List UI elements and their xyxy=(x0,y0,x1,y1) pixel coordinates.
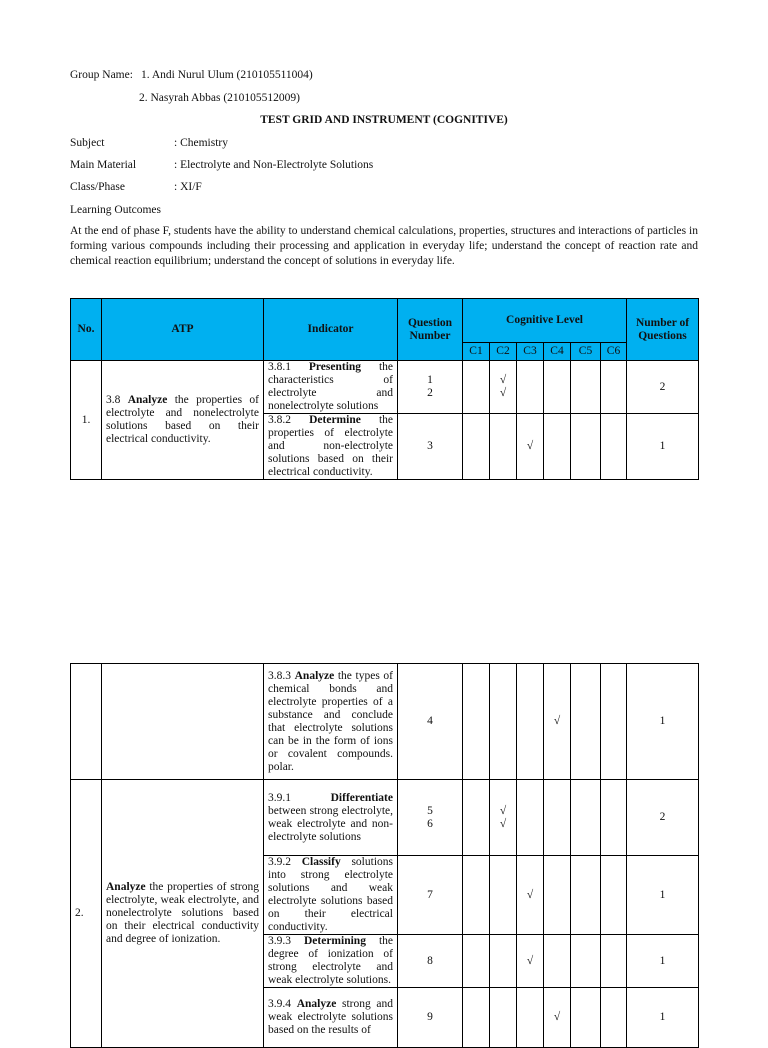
header-c2: C2 xyxy=(490,343,517,361)
question-count-cell: 2 xyxy=(627,361,699,414)
level-c2-cell xyxy=(490,780,517,856)
level-c1-cell xyxy=(463,414,490,480)
question-count-cell: 2 xyxy=(627,780,699,856)
level-c5-cell xyxy=(571,856,601,935)
indicator-cell: 3.9.1 Differentiate between strong electrolyte, weak electrolyte and non-electrolyte solutions xyxy=(264,780,398,856)
group-member-2: 2. Nasyrah Abbas (210105512009) xyxy=(139,92,300,104)
check-mark: √ xyxy=(553,1011,561,1023)
header-question-number: Question Number xyxy=(398,299,463,361)
header-no: No. xyxy=(71,299,102,361)
question-count-cell: 1 xyxy=(627,664,699,780)
level-c3-cell xyxy=(517,856,544,935)
question-number-cell: 9 xyxy=(398,988,463,1048)
table-row xyxy=(71,664,699,780)
level-c1-cell xyxy=(463,664,490,780)
level-c2-cell xyxy=(490,361,517,414)
level-c6-cell xyxy=(601,935,627,988)
level-c2-cell xyxy=(490,935,517,988)
question-number-cell: 5 6 xyxy=(398,780,463,856)
group-member-1: 1. Andi Nurul Ulum (210105511004) xyxy=(141,69,313,81)
level-c5-cell xyxy=(571,988,601,1048)
check-mark: √ xyxy=(499,374,507,386)
level-c4-cell xyxy=(544,361,571,414)
material-value: : Electrolyte and Non-Electrolyte Solutions xyxy=(174,159,374,171)
level-c3-cell xyxy=(517,414,544,480)
indicator-cell: 3.9.4 Analyze strong and weak electrolyte solutions based on the results of xyxy=(264,988,398,1048)
header-number-of-questions: Number of Questions xyxy=(627,299,699,361)
page-title: TEST GRID AND INSTRUMENT (COGNITIVE) xyxy=(260,114,508,126)
question-number-cell: 1 2 xyxy=(398,361,463,414)
test-grid-table-part2 xyxy=(70,663,699,1048)
atp-cell: 3.8 Analyze the properties of electrolyte and nonelectrolyte solutions based on their electrical conductivity. xyxy=(102,361,264,480)
check-mark: √ xyxy=(499,387,507,399)
question-number-cell: 8 xyxy=(398,935,463,988)
level-c6-cell xyxy=(601,856,627,935)
check-mark: √ xyxy=(499,804,507,817)
level-c1-cell xyxy=(463,856,490,935)
level-c6-cell xyxy=(601,361,627,414)
group-name-label: Group Name: xyxy=(70,69,133,81)
material-label: Main Material xyxy=(70,159,137,171)
level-c1-cell xyxy=(463,935,490,988)
level-c2-cell xyxy=(490,664,517,780)
header-indicator: Indicator xyxy=(264,299,398,361)
question-count-cell: 1 xyxy=(627,856,699,935)
row-number: 2. xyxy=(71,780,102,1048)
header-c5: C5 xyxy=(571,343,601,361)
level-c4-cell xyxy=(544,988,571,1048)
level-c3-cell xyxy=(517,361,544,414)
outcomes-label: Learning Outcomes xyxy=(70,204,162,216)
question-count-cell: 1 xyxy=(627,935,699,988)
level-c2-cell xyxy=(490,414,517,480)
subject-label: Subject xyxy=(70,137,105,149)
level-c4-cell xyxy=(544,935,571,988)
class-value: : XI/F xyxy=(174,181,202,193)
header-c1: C1 xyxy=(463,343,490,361)
outcomes-text: At the end of phase F, students have the ability to understand chemical calculations, properties, structures and interactions of particles in forming various compounds including their processing and application in everyday life; understand the concept of reaction rate and chemical reaction equilibrium; understand the concept of solutions in everyday life. xyxy=(70,225,698,267)
level-c1-cell xyxy=(463,988,490,1048)
level-c4-cell xyxy=(544,664,571,780)
subject-value: : Chemistry xyxy=(174,137,228,149)
level-c2-cell xyxy=(490,856,517,935)
row-number xyxy=(71,664,102,780)
table-row xyxy=(71,361,699,414)
class-label: Class/Phase xyxy=(70,181,125,193)
level-c3-cell xyxy=(517,988,544,1048)
question-count-cell: 1 xyxy=(627,414,699,480)
header-cognitive-level: Cognitive Level xyxy=(463,299,627,343)
indicator-cell: 3.8.3 Analyze the types of chemical bonds and electrolyte properties of a substance and conclude that electrolyte solutions can be in the form of ions or covalent compounds. polar. xyxy=(264,664,398,780)
table-row xyxy=(71,780,699,856)
check-mark: √ xyxy=(526,440,534,452)
question-number-cell: 3 xyxy=(398,414,463,480)
question-number-cell: 7 xyxy=(398,856,463,935)
question-number-cell: 4 xyxy=(398,664,463,780)
indicator-cell: 3.8.2 Determine the properties of electrolyte and non-electrolyte solutions based on their electrical conductivity. xyxy=(264,414,398,480)
indicator-cell: 3.9.3 Determining the degree of ionization of strong electrolyte and weak electrolyte solutions. xyxy=(264,935,398,988)
level-c3-cell xyxy=(517,780,544,856)
header-c6: C6 xyxy=(601,343,627,361)
level-c5-cell xyxy=(571,414,601,480)
level-c5-cell xyxy=(571,780,601,856)
level-c6-cell xyxy=(601,414,627,480)
check-mark: √ xyxy=(553,715,561,727)
level-c5-cell xyxy=(571,361,601,414)
level-c3-cell xyxy=(517,935,544,988)
row-number: 1. xyxy=(71,361,102,480)
header-atp: ATP xyxy=(102,299,264,361)
level-c4-cell xyxy=(544,856,571,935)
test-grid-table-part1 xyxy=(70,298,699,480)
question-count-cell: 1 xyxy=(627,988,699,1048)
check-mark: √ xyxy=(526,954,534,967)
level-c1-cell xyxy=(463,361,490,414)
level-c4-cell xyxy=(544,414,571,480)
atp-cell: Analyze the properties of strong electrolyte, weak electrolyte, and nonelectrolyte solutions based on their electrical conductivity and degree of ionization. xyxy=(102,780,264,1048)
header-c4: C4 xyxy=(544,343,571,361)
level-c5-cell xyxy=(571,935,601,988)
level-c5-cell xyxy=(571,664,601,780)
level-c6-cell xyxy=(601,664,627,780)
check-mark: √ xyxy=(499,817,507,830)
level-c3-cell xyxy=(517,664,544,780)
atp-cell xyxy=(102,664,264,780)
level-c6-cell xyxy=(601,780,627,856)
check-mark: √ xyxy=(526,888,534,901)
level-c1-cell xyxy=(463,780,490,856)
indicator-cell: 3.9.2 Classify solutions into strong electrolyte solutions and weak electrolyte solutions based on their electrical conductivity. xyxy=(264,856,398,935)
indicator-cell: 3.8.1 Presenting the characteristics of electrolyte and nonelectrolyte solutions xyxy=(264,361,398,414)
level-c2-cell xyxy=(490,988,517,1048)
level-c6-cell xyxy=(601,988,627,1048)
header-c3: C3 xyxy=(517,343,544,361)
level-c4-cell xyxy=(544,780,571,856)
